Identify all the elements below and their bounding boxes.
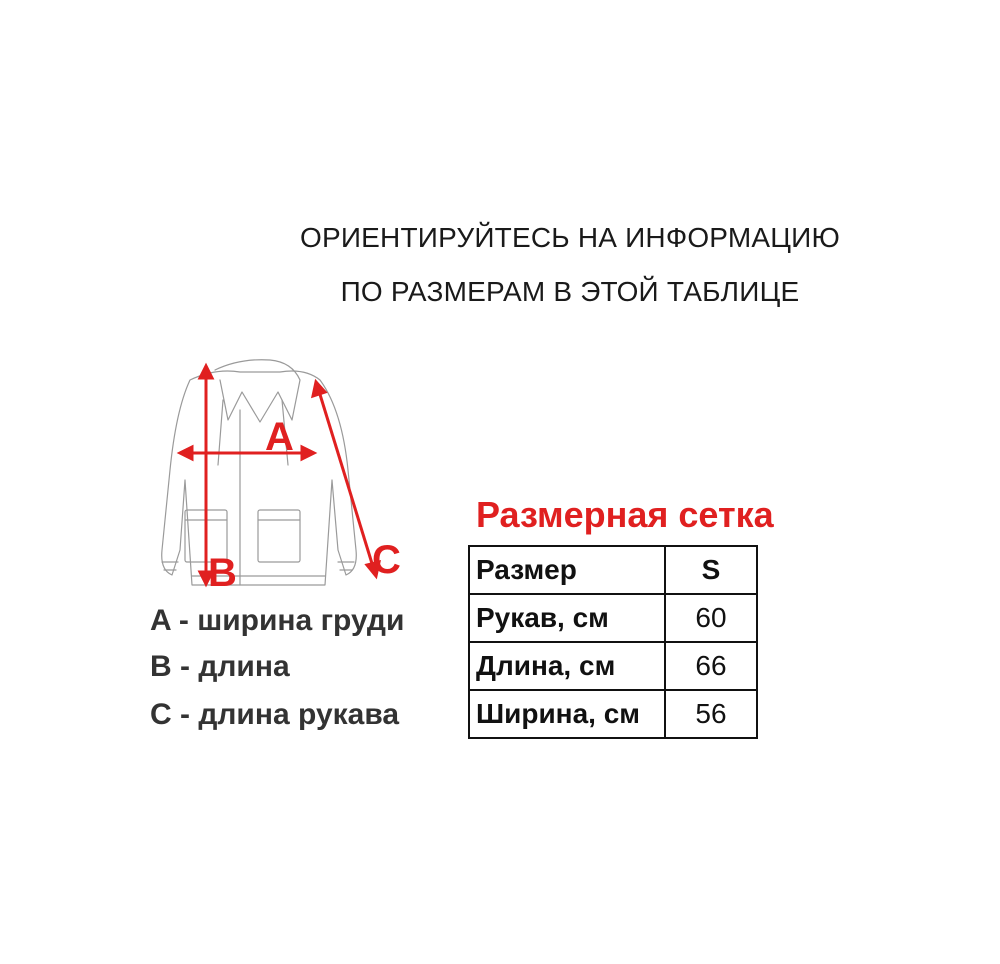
jacket-hood [215,360,300,422]
row-label-width: Ширина, см [469,690,665,738]
row-value-width: 56 [665,690,757,738]
jacket-pocket-right [258,510,300,562]
legend-sleeve-length: C - длина рукава [150,698,400,731]
legend-length: B - длина [150,650,290,683]
row-label-length: Длина, см [469,642,665,690]
table-header-size: S [665,546,757,594]
row-value-sleeve: 60 [665,594,757,642]
jacket-diagram [120,350,420,600]
table-row [469,594,757,642]
marker-a: A [265,415,294,459]
table-header-row [469,546,757,594]
arrow-c [318,388,374,570]
table-row [469,642,757,690]
row-label-sleeve: Рукав, см [469,594,665,642]
marker-b: B [208,551,237,595]
marker-c: C [372,538,401,582]
table-header-label: Размер [469,546,665,594]
jacket-outline [162,371,357,585]
heading-line-2: ПО РАЗМЕРАМ В ЭТОЙ ТАБЛИЦЕ [340,276,800,307]
size-table [468,545,758,739]
row-value-length: 66 [665,642,757,690]
size-chart-title: Размерная сетка [476,494,774,535]
table-row [469,690,757,738]
heading-line-1: ОРИЕНТИРУЙТЕСЬ НА ИНФОРМАЦИЮ [299,222,840,253]
legend-chest-width: A - ширина груди [150,604,405,637]
